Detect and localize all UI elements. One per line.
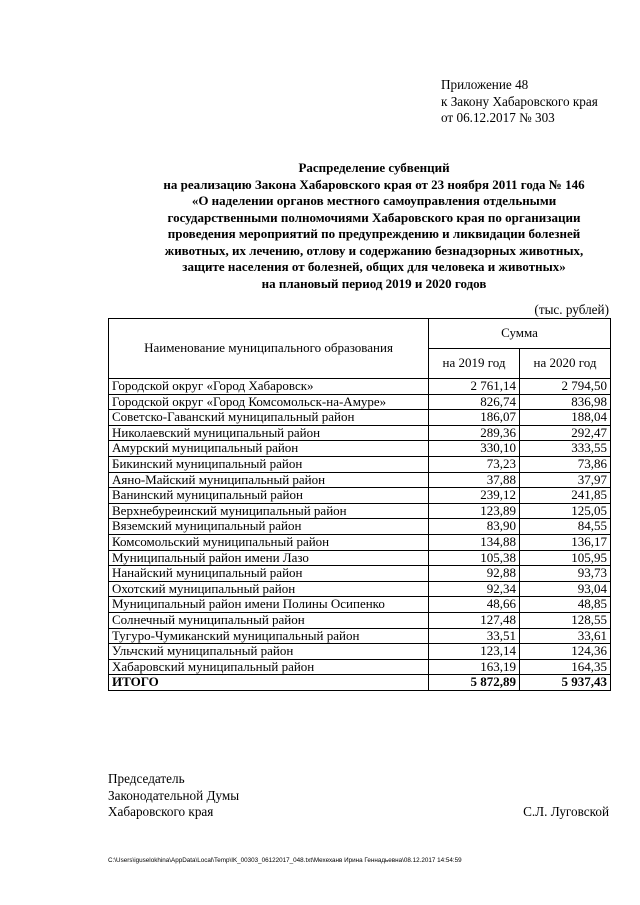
signature-block (108, 771, 239, 821)
header-sum: Сумма (429, 319, 611, 349)
row-2020: 292,47 (520, 425, 611, 441)
table-row (109, 581, 611, 597)
row-2020: 37,97 (520, 472, 611, 488)
row-2019: 105,38 (429, 550, 520, 566)
title-line: на реализацию Закона Хабаровского края от 23 ноября 2011 года № 146 (163, 176, 585, 192)
row-2019: 92,88 (429, 566, 520, 582)
title-line: государственными полномочиями Хабаровского края по организации (167, 209, 581, 225)
row-name: Городской округ «Город Комсомольск-на-Амуре» (109, 394, 429, 410)
title-line: на плановый период 2019 и 2020 годов (261, 275, 487, 291)
appendix-number: Приложение 48 (441, 77, 529, 92)
table-row (109, 566, 611, 582)
table-row (109, 488, 611, 504)
row-2019: 123,89 (429, 503, 520, 519)
row-2019: 92,34 (429, 581, 520, 597)
row-2019: 83,90 (429, 519, 520, 535)
row-2019: 73,23 (429, 456, 520, 472)
title-line: «О наделении органов местного самоуправления отдельными (191, 193, 557, 208)
row-2019: 163,19 (429, 659, 520, 675)
row-2020: 2 794,50 (520, 379, 611, 395)
table-row (109, 410, 611, 426)
row-2019: 2 761,14 (429, 379, 520, 395)
row-2020: 93,04 (520, 581, 611, 597)
subvention-table (108, 318, 611, 691)
row-2020: 333,55 (520, 441, 611, 457)
total-row (109, 675, 611, 691)
row-2020: 164,35 (520, 659, 611, 675)
table-row (109, 472, 611, 488)
signature-organization: Законодательной Думы (108, 787, 240, 803)
row-2019: 127,48 (429, 612, 520, 628)
table-row (109, 503, 611, 519)
row-2020: 136,17 (520, 534, 611, 550)
table-row (109, 456, 611, 472)
row-2019: 123,14 (429, 644, 520, 660)
row-name: Советско-Гаванский муниципальный район (109, 410, 429, 426)
signer-name: С.Л. Луговской (523, 804, 609, 819)
row-name: Солнечный муниципальный район (109, 612, 429, 628)
units-label: (тыс. рублей) (534, 302, 609, 317)
row-name: Хабаровский муниципальный район (109, 659, 429, 675)
row-name: Аяно-Майский муниципальный район (109, 472, 429, 488)
table-row (109, 659, 611, 675)
signature-position: Председатель (108, 771, 185, 786)
header-2019: на 2019 год (429, 349, 520, 379)
table-row (109, 612, 611, 628)
row-name: Верхнебуреинский муниципальный район (109, 503, 429, 519)
row-2020: 125,05 (520, 503, 611, 519)
row-2020: 33,61 (520, 628, 611, 644)
row-2020: 48,85 (520, 597, 611, 613)
document-title (100, 160, 640, 292)
total-2020: 5 937,43 (520, 675, 611, 691)
row-name: Нанайский муниципальный район (109, 566, 429, 582)
row-2020: 836,98 (520, 394, 611, 410)
table-row (109, 597, 611, 613)
title-line: проведения мероприятий по предупреждению и ликвидации болезней (167, 226, 581, 241)
row-name: Комсомольский муниципальный район (109, 534, 429, 550)
row-2019: 826,74 (429, 394, 520, 410)
row-2019: 48,66 (429, 597, 520, 613)
total-2019: 5 872,89 (429, 675, 520, 691)
row-name: Амурский муниципальный район (109, 441, 429, 457)
table-row (109, 644, 611, 660)
table-body (109, 379, 611, 691)
row-2019: 37,88 (429, 472, 520, 488)
row-name: Вяземский муниципальный район (109, 519, 429, 535)
table-row (109, 379, 611, 395)
title-line: Распределение субвенций (298, 160, 450, 175)
row-2020: 124,36 (520, 644, 611, 660)
row-2020: 128,55 (520, 612, 611, 628)
row-name: Муниципальный район имени Лазо (109, 550, 429, 566)
signature-region: Хабаровского края (108, 804, 214, 819)
appendix-date: от 06.12.2017 № 303 (441, 110, 555, 125)
row-name: Городской округ «Город Хабаровск» (109, 379, 429, 395)
header-name: Наименование муниципального образования (109, 319, 429, 379)
row-2019: 186,07 (429, 410, 520, 426)
table-row (109, 519, 611, 535)
row-name: Тугуро-Чумиканский муниципальный район (109, 628, 429, 644)
row-name: Охотский муниципальный район (109, 581, 429, 597)
header-2020: на 2020 год (520, 349, 611, 379)
table-row (109, 425, 611, 441)
row-name: Ванинский муниципальный район (109, 488, 429, 504)
row-2019: 330,10 (429, 441, 520, 457)
row-2020: 188,04 (520, 410, 611, 426)
row-2019: 33,51 (429, 628, 520, 644)
row-2020: 241,85 (520, 488, 611, 504)
table-row (109, 628, 611, 644)
row-2020: 105,95 (520, 550, 611, 566)
appendix-block (441, 77, 598, 127)
row-name: Муниципальный район имени Полины Осипенко (109, 597, 429, 613)
table-row (109, 550, 611, 566)
row-2019: 134,88 (429, 534, 520, 550)
row-2020: 73,86 (520, 456, 611, 472)
table-row (109, 441, 611, 457)
row-name: Николаевский муниципальный район (109, 425, 429, 441)
row-2019: 239,12 (429, 488, 520, 504)
appendix-law: к Закону Хабаровского края (441, 93, 598, 109)
table-row (109, 394, 611, 410)
table-row (109, 534, 611, 550)
row-name: Ульчский муниципальный район (109, 644, 429, 660)
title-line: защите населения от болезней, общих для человека и животных» (182, 259, 566, 274)
total-label: ИТОГО (109, 675, 429, 691)
row-name: Бикинский муниципальный район (109, 456, 429, 472)
title-line: животных, их лечению, отлову и содержанию безнадзорных животных, (164, 242, 584, 258)
row-2020: 93,73 (520, 566, 611, 582)
file-path-footer: C:\Users\iguselokhina\AppData\Local\Temp\IK_00303_06122017_048.txt\Мехеханв Ирина Геннадьевна\08.12.2017 14:54:59 (108, 857, 462, 864)
row-2020: 84,55 (520, 519, 611, 535)
row-2019: 289,36 (429, 425, 520, 441)
